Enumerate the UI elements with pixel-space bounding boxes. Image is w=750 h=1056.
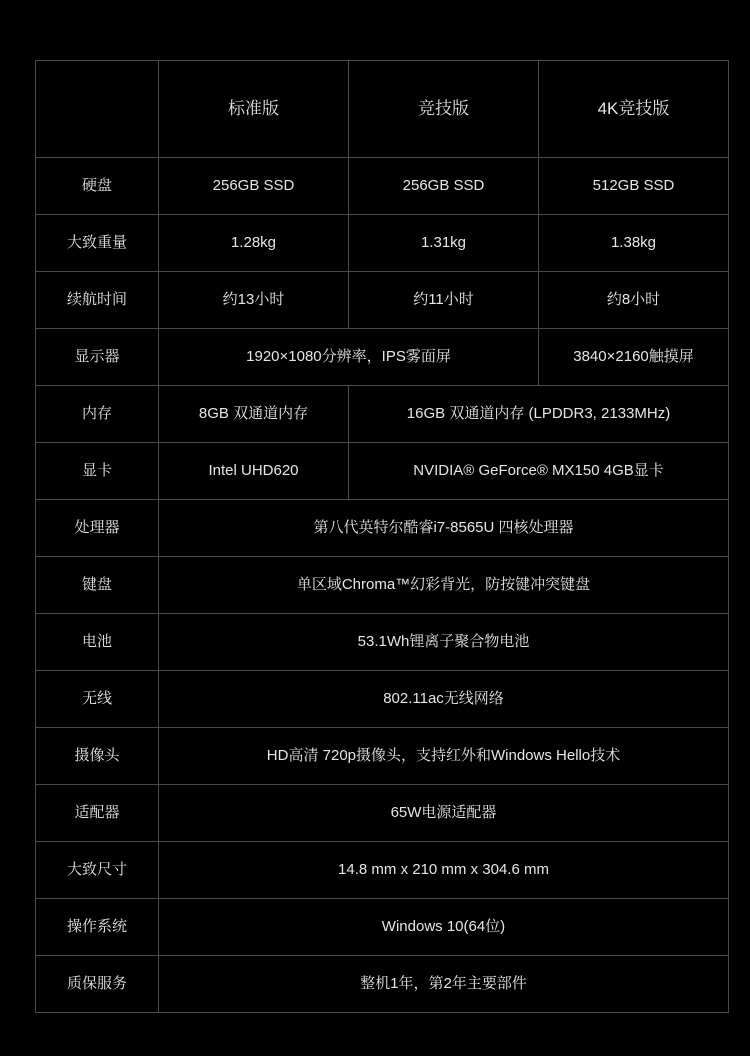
row-label: 摄像头 bbox=[36, 728, 159, 785]
row-value: 256GB SSD bbox=[349, 158, 539, 215]
table-row bbox=[36, 671, 729, 728]
table-row bbox=[36, 158, 729, 215]
row-value: Windows 10(64位) bbox=[159, 899, 729, 956]
table-row bbox=[36, 500, 729, 557]
table-row bbox=[36, 956, 729, 1013]
row-value: 1.31kg bbox=[349, 215, 539, 272]
table-row bbox=[36, 329, 729, 386]
table-row bbox=[36, 728, 729, 785]
row-label: 续航时间 bbox=[36, 272, 159, 329]
row-value: 1.28kg bbox=[159, 215, 349, 272]
row-value: 1920×1080分辨率，IPS雾面屏 bbox=[159, 329, 539, 386]
table-row bbox=[36, 899, 729, 956]
row-label: 无线 bbox=[36, 671, 159, 728]
row-label: 操作系统 bbox=[36, 899, 159, 956]
row-label: 硬盘 bbox=[36, 158, 159, 215]
row-value: 512GB SSD bbox=[539, 158, 729, 215]
row-label: 适配器 bbox=[36, 785, 159, 842]
row-label: 显示器 bbox=[36, 329, 159, 386]
row-value: 3840×2160触摸屏 bbox=[539, 329, 729, 386]
table-row bbox=[36, 272, 729, 329]
table-row bbox=[36, 215, 729, 272]
row-value: 单区域Chroma™幻彩背光，防按键冲突键盘 bbox=[159, 557, 729, 614]
row-label: 处理器 bbox=[36, 500, 159, 557]
row-label: 质保服务 bbox=[36, 956, 159, 1013]
row-value: 53.1Wh锂离子聚合物电池 bbox=[159, 614, 729, 671]
table-row bbox=[36, 842, 729, 899]
table-row bbox=[36, 386, 729, 443]
row-value: 65W电源适配器 bbox=[159, 785, 729, 842]
specification-table bbox=[35, 60, 729, 1013]
row-value: HD高清 720p摄像头，支持红外和Windows Hello技术 bbox=[159, 728, 729, 785]
row-label: 显卡 bbox=[36, 443, 159, 500]
table-row bbox=[36, 614, 729, 671]
header-corner-cell bbox=[36, 61, 159, 158]
row-label: 键盘 bbox=[36, 557, 159, 614]
row-value: 256GB SSD bbox=[159, 158, 349, 215]
table-row bbox=[36, 443, 729, 500]
row-value: 约13小时 bbox=[159, 272, 349, 329]
table-row bbox=[36, 557, 729, 614]
row-value: NVIDIA® GeForce® MX150 4GB显卡 bbox=[349, 443, 729, 500]
row-value: 16GB 双通道内存 (LPDDR3, 2133MHz) bbox=[349, 386, 729, 443]
header-cell-4k-competitive: 4K竞技版 bbox=[539, 61, 729, 158]
table-row bbox=[36, 785, 729, 842]
row-value: 802.11ac无线网络 bbox=[159, 671, 729, 728]
row-label: 内存 bbox=[36, 386, 159, 443]
row-value: 第八代英特尔酷睿i7-8565U 四核处理器 bbox=[159, 500, 729, 557]
row-value: 整机1年，第2年主要部件 bbox=[159, 956, 729, 1013]
row-label: 大致重量 bbox=[36, 215, 159, 272]
row-value: Intel UHD620 bbox=[159, 443, 349, 500]
row-label: 电池 bbox=[36, 614, 159, 671]
row-value: 约8小时 bbox=[539, 272, 729, 329]
row-value: 约11小时 bbox=[349, 272, 539, 329]
header-cell-standard: 标准版 bbox=[159, 61, 349, 158]
row-value: 14.8 mm x 210 mm x 304.6 mm bbox=[159, 842, 729, 899]
row-value: 8GB 双通道内存 bbox=[159, 386, 349, 443]
row-label: 大致尺寸 bbox=[36, 842, 159, 899]
table-header-row bbox=[36, 61, 729, 158]
spec-table-body bbox=[36, 61, 729, 1013]
row-value: 1.38kg bbox=[539, 215, 729, 272]
header-cell-competitive: 竞技版 bbox=[349, 61, 539, 158]
